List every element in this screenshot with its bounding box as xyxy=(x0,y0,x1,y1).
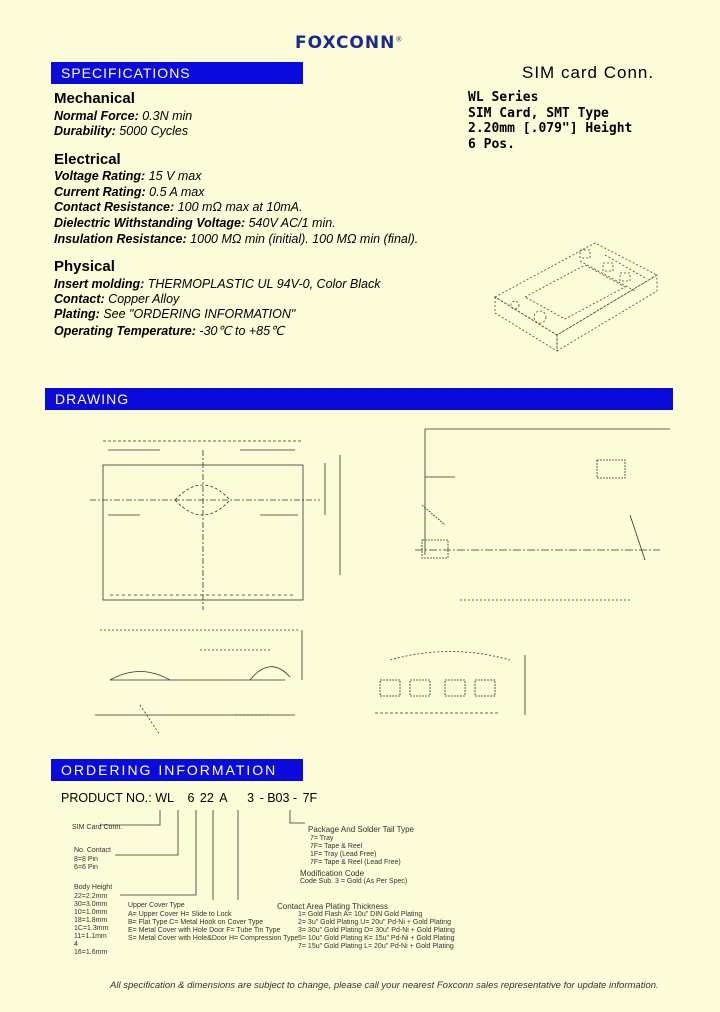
package-item: 7F= Tape & Reel (Lead Free) xyxy=(310,859,401,866)
series-line: 6 Pos. xyxy=(468,136,515,152)
package-item: 7F= Tape & Reel xyxy=(310,843,363,850)
height-title: Body Height xyxy=(74,884,113,891)
spec-line: Insert molding: THERMOPLASTIC UL 94V-0, Color Black xyxy=(54,277,381,291)
spec-line: Contact Resistance: 100 mΩ max at 10mA. xyxy=(54,200,303,214)
spec-line: Voltage Rating: 15 V max xyxy=(54,169,202,183)
code-part: 22 xyxy=(199,791,214,805)
code-part: 6 xyxy=(187,791,195,805)
contact-title: No. Contact xyxy=(74,847,111,854)
contact-item: 6=6 Pin xyxy=(74,864,98,871)
cover-item: A= Upper Cover H= Slide to Lock xyxy=(128,911,232,918)
modification-title: Modification Code xyxy=(300,869,365,878)
plating-item: 3= 30u" Gold Plating D= 30u" Pd-Ni + Gold Plating xyxy=(298,927,455,934)
spec-line: Normal Force: 0.3N min xyxy=(54,109,193,123)
series-line: SIM Card, SMT Type xyxy=(468,105,609,121)
specifications-heading: SPECIFICATIONS xyxy=(51,62,303,84)
spec-line: Current Rating: 0.5 A max xyxy=(54,185,205,199)
package-item: 1F= Tray (Lead Free) xyxy=(310,851,377,858)
product-prefix: PRODUCT NO.: WL xyxy=(61,791,174,805)
spec-line: Durability: 5000 Cycles xyxy=(54,124,189,138)
cover-item: B= Flat Type C= Metal Hook on Cover Type xyxy=(128,919,264,926)
footer-disclaimer: All specification & dimensions are subject to change, please call your nearest Foxconn sales representative for update information. xyxy=(110,980,659,991)
technical-drawing xyxy=(70,415,680,745)
height-item: 30=3.0mm xyxy=(74,901,108,908)
height-item: 18=1.8mm xyxy=(74,917,108,924)
height-item: 11=1.1mm xyxy=(74,933,107,940)
foxconn-logo: FOXCONN® xyxy=(295,33,404,53)
connector-isometric-image xyxy=(485,235,665,360)
product-title: SIM card Conn. xyxy=(522,63,655,82)
plating-item: 7= 15u" Gold Plating L= 20u" Pd-Ni + Gold Plating xyxy=(298,943,454,950)
plating-item: 5= 10u" Gold Plating K= 15u" Pd-Ni + Gold Plating xyxy=(298,935,455,942)
cover-item: S= Metal Cover with Hole&Door H= Compression Type xyxy=(128,935,299,942)
spec-line: Insulation Resistance: 1000 MΩ min (initial). 100 MΩ min (final). xyxy=(54,232,419,246)
height-item: 4 xyxy=(74,941,78,948)
code-part: 3 xyxy=(247,791,255,805)
cover-title: Upper Cover Type xyxy=(128,902,185,909)
product-number xyxy=(61,791,317,805)
code-part: A xyxy=(219,791,228,805)
spec-line: Dielectric Withstanding Voltage: 540V AC/1 min. xyxy=(54,216,336,230)
package-item: 7= Tray xyxy=(310,835,334,842)
series-line: WL Series xyxy=(468,90,539,105)
package-title: Package And Solder Tail Type xyxy=(308,825,414,834)
sim-note: SIM Card Conn. xyxy=(72,824,123,831)
ordering-heading: ORDERING INFORMATION xyxy=(51,759,303,781)
series-line: 2.20mm [.079"] Height xyxy=(468,121,633,136)
code-part: - B03 - xyxy=(259,791,298,805)
drawing-heading: DRAWING xyxy=(45,388,673,410)
spec-line: Operating Temperature: -30℃ to +85℃ xyxy=(54,324,285,338)
spec-line: Contact: Copper Alloy xyxy=(54,292,180,306)
series-info xyxy=(468,90,632,152)
height-item: 22=2.2mm xyxy=(74,893,108,900)
physical-heading: Physical xyxy=(54,258,115,275)
height-item: 1C=1.3mm xyxy=(74,925,109,932)
electrical-heading: Electrical xyxy=(54,151,121,168)
plating-title: Contact Area Plating Thickness xyxy=(277,902,389,911)
contact-item: 8=8 Pin xyxy=(74,856,98,863)
spec-line: Plating: See "ORDERING INFORMATION" xyxy=(54,307,296,321)
cover-item: E= Metal Cover with Hole Door F= Tube Tin Type xyxy=(128,927,281,934)
plating-item: 1= Gold Flash A= 10u" DIN Gold Plating xyxy=(298,911,423,918)
height-item: 10=1.0mm xyxy=(74,909,108,916)
code-part: 7F xyxy=(302,791,318,805)
height-item: 16=1.6mm xyxy=(74,949,108,956)
modification-item: Code Sub. 3 = Gold (As Per Spec) xyxy=(300,878,408,885)
plating-item: 2= 3u" Gold Plating U= 20u" Pd-Ni + Gold Plating xyxy=(298,919,452,926)
mechanical-heading: Mechanical xyxy=(54,90,135,107)
